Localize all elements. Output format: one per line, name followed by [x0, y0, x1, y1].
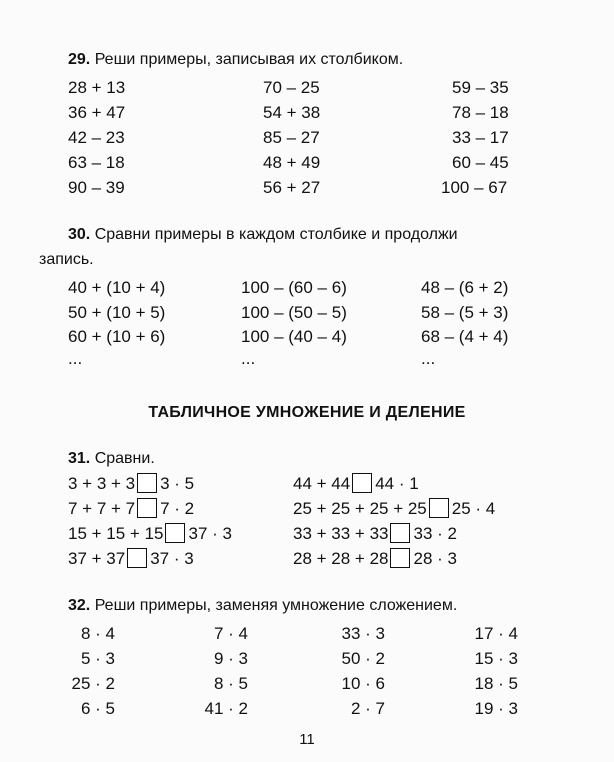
comparison-left: 15 + 15 + 15: [68, 524, 164, 543]
comparison-left: 3 + 3 + 3: [68, 474, 136, 493]
comparison-right: 33 · 2: [413, 524, 457, 543]
example: 50 + (10 + 5): [68, 303, 166, 322]
comparison-row: [68, 498, 194, 519]
ellipsis: ...: [241, 349, 256, 368]
example: 70 – 25: [263, 78, 320, 97]
example: 100 – (40 – 4): [241, 327, 347, 346]
task-text: Сравни.: [94, 450, 155, 467]
answer-box[interactable]: [165, 523, 185, 543]
comparison-left: 37 + 37: [68, 549, 126, 568]
example: 36 + 47: [68, 103, 126, 122]
example: 33 · 3: [341, 624, 385, 643]
example: 58 – (5 + 3): [421, 303, 509, 322]
comparison-right: 37 · 3: [188, 524, 232, 543]
example: 48 – (6 + 2): [421, 278, 509, 297]
example: 9 · 3: [213, 649, 248, 668]
example: 100 – 67: [441, 178, 508, 197]
example: 5 · 3: [80, 649, 115, 668]
example: 33 – 17: [452, 128, 509, 147]
answer-box[interactable]: [429, 498, 449, 518]
task-32-heading: [68, 597, 457, 615]
task-30-heading: [68, 226, 458, 244]
comparison-left: 33 + 33 + 33: [293, 524, 389, 543]
task-number: 29.: [68, 51, 91, 68]
example: 41 · 2: [204, 699, 248, 718]
comparison-row: [68, 548, 194, 569]
example: 2 · 7: [350, 699, 385, 718]
example: 18 · 5: [474, 674, 518, 693]
answer-box[interactable]: [390, 523, 410, 543]
task-30-text-continued: запись.: [39, 251, 94, 268]
example: 8 · 4: [80, 624, 115, 643]
page-number: 11: [299, 731, 315, 748]
example: 7 · 4: [213, 624, 248, 643]
task-number: 31.: [68, 450, 91, 467]
task-text: Реши примеры, заменяя умножение сложением.: [94, 597, 458, 614]
example: 60 – 45: [452, 153, 509, 172]
task-number: 32.: [68, 597, 91, 614]
example: 50 · 2: [341, 649, 385, 668]
example: 54 + 38: [263, 103, 321, 122]
comparison-right: 28 · 3: [413, 549, 457, 568]
example: 6 · 5: [80, 699, 115, 718]
example: 60 + (10 + 6): [68, 327, 166, 346]
task-31-heading: [68, 450, 155, 468]
comparison-row: [293, 523, 457, 544]
comparison-row: [293, 498, 495, 519]
example: 17 · 4: [474, 624, 518, 643]
comparison-right: 37 · 3: [150, 549, 194, 568]
answer-box[interactable]: [390, 548, 410, 568]
task-number: 30.: [68, 226, 91, 243]
example: 15 · 3: [474, 649, 518, 668]
example: 85 – 27: [263, 128, 320, 147]
example: 56 + 27: [263, 178, 321, 197]
comparison-left: 25 + 25 + 25 + 25: [293, 499, 427, 518]
example: 28 + 13: [68, 78, 126, 97]
example: 68 – (4 + 4): [421, 327, 509, 346]
example: 100 – (50 – 5): [241, 303, 347, 322]
comparison-row: [293, 473, 419, 494]
example: 10 · 6: [341, 674, 385, 693]
example: 40 + (10 + 4): [68, 278, 166, 297]
example: 25 · 2: [71, 674, 115, 693]
example: 63 – 18: [68, 153, 125, 172]
comparison-right: 3 · 5: [160, 474, 195, 493]
answer-box[interactable]: [127, 548, 147, 568]
answer-box[interactable]: [137, 473, 157, 493]
comparison-left: 28 + 28 + 28: [293, 549, 389, 568]
comparison-right: 25 · 4: [451, 499, 496, 518]
task-text: Реши примеры, записывая их столбиком.: [94, 51, 404, 68]
example: 59 – 35: [452, 78, 509, 97]
comparison-left: 7 + 7 + 7: [68, 499, 136, 518]
example: 90 – 39: [68, 178, 125, 197]
comparison-row: [68, 523, 232, 544]
example: 19 · 3: [474, 699, 518, 718]
ellipsis: ...: [421, 349, 436, 368]
example: 100 – (60 – 6): [241, 278, 347, 297]
example: 42 – 23: [68, 128, 125, 147]
section-title: ТАБЛИЧНОЕ УМНОЖЕНИЕ И ДЕЛЕНИЕ: [148, 404, 466, 421]
comparison-row: [68, 473, 194, 494]
comparison-row: [293, 548, 457, 569]
task-text: Сравни примеры в каждом столбике и продолжи: [94, 226, 458, 243]
task-29-heading: [68, 51, 403, 69]
example: 48 + 49: [263, 153, 321, 172]
comparison-right: 44 · 1: [375, 474, 419, 493]
answer-box[interactable]: [352, 473, 372, 493]
answer-box[interactable]: [137, 498, 157, 518]
example: 8 · 5: [213, 674, 248, 693]
comparison-left: 44 + 44: [293, 474, 351, 493]
example: 78 – 18: [452, 103, 509, 122]
comparison-right: 7 · 2: [160, 499, 195, 518]
ellipsis: ...: [68, 349, 83, 368]
